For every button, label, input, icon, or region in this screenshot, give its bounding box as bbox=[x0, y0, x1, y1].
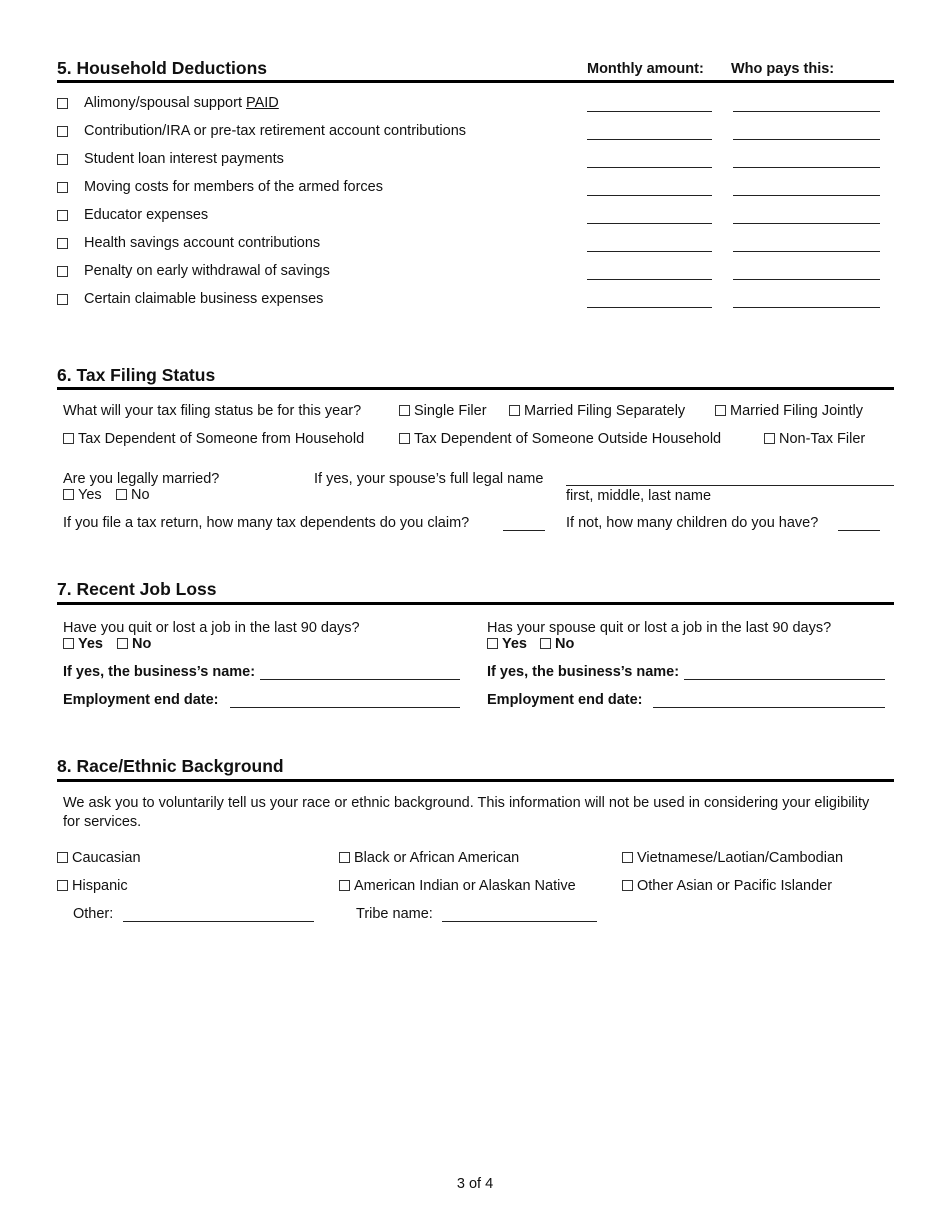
monthly-amount-field[interactable] bbox=[587, 279, 712, 280]
page-number: 3 of 4 bbox=[456, 1176, 494, 1192]
deduction-label: Moving costs for members of the armed forces bbox=[84, 179, 383, 195]
spouse-yes-option[interactable]: Yes bbox=[487, 636, 527, 652]
option-hispanic[interactable]: Hispanic bbox=[57, 878, 128, 894]
who-pays-field[interactable] bbox=[733, 307, 880, 308]
dependents-count-field[interactable] bbox=[503, 530, 545, 531]
you-business-field[interactable] bbox=[260, 679, 460, 680]
race-rule bbox=[57, 779, 894, 782]
who-pays-header: Who pays this: bbox=[731, 61, 835, 77]
american-indian-checkbox[interactable] bbox=[339, 880, 350, 891]
who-pays-field[interactable] bbox=[733, 139, 880, 140]
married-jointly-checkbox[interactable] bbox=[715, 405, 726, 416]
married-yes-option[interactable]: Yes bbox=[63, 487, 102, 503]
you-no-option[interactable]: No bbox=[117, 636, 151, 652]
deduction-checkbox[interactable] bbox=[57, 182, 68, 193]
deduction-checkbox[interactable] bbox=[57, 98, 68, 109]
deduction-label: Penalty on early withdrawal of savings bbox=[84, 263, 330, 279]
spouse-business-label: If yes, the business’s name: bbox=[487, 664, 680, 680]
spouse-no-option[interactable]: No bbox=[540, 636, 574, 652]
deduction-label: Certain claimable business expenses bbox=[84, 291, 324, 307]
who-pays-field[interactable] bbox=[733, 223, 880, 224]
tax-title: 6. Tax Filing Status bbox=[57, 365, 216, 385]
you-no-checkbox[interactable] bbox=[117, 638, 128, 649]
single-filer-checkbox[interactable] bbox=[399, 405, 410, 416]
household-title: 5. Household Deductions bbox=[57, 58, 268, 78]
spouse-job-loss-question: Has your spouse quit or lost a job in the last 90 days? bbox=[487, 620, 832, 636]
spouse-yes-checkbox[interactable] bbox=[487, 638, 498, 649]
other-asian-checkbox[interactable] bbox=[622, 880, 633, 891]
children-count-field[interactable] bbox=[838, 530, 880, 531]
you-yes-option[interactable]: Yes bbox=[63, 636, 103, 652]
spouse-name-field[interactable] bbox=[566, 485, 894, 486]
household-rule bbox=[57, 80, 894, 83]
monthly-amount-field[interactable] bbox=[587, 223, 712, 224]
job-rule bbox=[57, 602, 894, 605]
who-pays-field[interactable] bbox=[733, 279, 880, 280]
deduction-label: Educator expenses bbox=[84, 207, 209, 223]
option-black[interactable]: Black or African American bbox=[339, 850, 519, 866]
option-married-separately[interactable]: Married Filing Separately bbox=[509, 403, 685, 419]
monthly-amount-field[interactable] bbox=[587, 139, 712, 140]
option-vietnamese[interactable]: Vietnamese/Laotian/Cambodian bbox=[622, 850, 843, 866]
dependent-outside-checkbox[interactable] bbox=[399, 433, 410, 444]
option-caucasian[interactable]: Caucasian bbox=[57, 850, 141, 866]
other-label: Other: bbox=[73, 906, 114, 922]
you-job-loss-question: Have you quit or lost a job in the last 90 days? bbox=[63, 620, 360, 636]
monthly-amount-field[interactable] bbox=[587, 111, 712, 112]
monthly-amount-field[interactable] bbox=[587, 195, 712, 196]
option-other-asian[interactable]: Other Asian or Pacific Islander bbox=[622, 878, 832, 894]
hispanic-checkbox[interactable] bbox=[57, 880, 68, 891]
dependents-question: If you file a tax return, how many tax dependents do you claim? bbox=[63, 515, 470, 531]
tax-rule bbox=[57, 387, 894, 390]
black-checkbox[interactable] bbox=[339, 852, 350, 863]
monthly-amount-header: Monthly amount: bbox=[587, 61, 704, 77]
you-end-date-label: Employment end date: bbox=[63, 692, 219, 708]
option-single-filer[interactable]: Single Filer bbox=[399, 403, 487, 419]
spouse-end-date-field[interactable] bbox=[653, 707, 885, 708]
tribe-label: Tribe name: bbox=[356, 906, 433, 922]
tribe-field[interactable] bbox=[442, 921, 597, 922]
deduction-checkbox[interactable] bbox=[57, 126, 68, 137]
vietnamese-checkbox[interactable] bbox=[622, 852, 633, 863]
deduction-label: Student loan interest payments bbox=[84, 151, 284, 167]
dependent-household-checkbox[interactable] bbox=[63, 433, 74, 444]
who-pays-field[interactable] bbox=[733, 195, 880, 196]
spouse-name-label: If yes, your spouse’s full legal name bbox=[314, 471, 544, 487]
other-field[interactable] bbox=[123, 921, 314, 922]
spouse-no-checkbox[interactable] bbox=[540, 638, 551, 649]
married-no-option[interactable]: No bbox=[116, 487, 150, 503]
deduction-checkbox[interactable] bbox=[57, 154, 68, 165]
deduction-label: Contribution/IRA or pre-tax retirement account contributions bbox=[84, 123, 467, 139]
option-non-tax-filer[interactable]: Non-Tax Filer bbox=[764, 431, 865, 447]
monthly-amount-field[interactable] bbox=[587, 167, 712, 168]
race-intro: We ask you to voluntarily tell us your race or ethnic background. This information will not be used in considering your eligibility for services. bbox=[63, 795, 870, 830]
spouse-end-date-label: Employment end date: bbox=[487, 692, 643, 708]
deduction-label: Health savings account contributions bbox=[84, 235, 321, 251]
option-married-jointly[interactable]: Married Filing Jointly bbox=[715, 403, 863, 419]
deduction-label: Alimony/spousal support PAID bbox=[84, 95, 279, 111]
caucasian-checkbox[interactable] bbox=[57, 852, 68, 863]
you-business-label: If yes, the business’s name: bbox=[63, 664, 256, 680]
job-title: 7. Recent Job Loss bbox=[57, 579, 217, 599]
married-question: Are you legally married? bbox=[63, 471, 220, 487]
deduction-checkbox[interactable] bbox=[57, 238, 68, 249]
monthly-amount-field[interactable] bbox=[587, 251, 712, 252]
who-pays-field[interactable] bbox=[733, 251, 880, 252]
tax-status-question: What will your tax filing status be for this year? bbox=[63, 403, 362, 419]
option-american-indian[interactable]: American Indian or Alaskan Native bbox=[339, 878, 576, 894]
children-question: If not, how many children do you have? bbox=[566, 515, 819, 531]
option-dependent-outside[interactable]: Tax Dependent of Someone Outside Household bbox=[399, 431, 721, 447]
spouse-business-field[interactable] bbox=[684, 679, 885, 680]
you-end-date-field[interactable] bbox=[230, 707, 460, 708]
married-no-checkbox[interactable] bbox=[116, 489, 127, 500]
deduction-checkbox[interactable] bbox=[57, 210, 68, 221]
spouse-name-hint: first, middle, last name bbox=[566, 488, 712, 504]
you-yes-checkbox[interactable] bbox=[63, 638, 74, 649]
race-title: 8. Race/Ethnic Background bbox=[57, 756, 284, 776]
monthly-amount-field[interactable] bbox=[587, 307, 712, 308]
deduction-checkbox[interactable] bbox=[57, 294, 68, 305]
option-dependent-household[interactable]: Tax Dependent of Someone from Household bbox=[63, 431, 364, 447]
married-yes-checkbox[interactable] bbox=[63, 489, 74, 500]
non-tax-filer-checkbox[interactable] bbox=[764, 433, 775, 444]
married-separately-checkbox[interactable] bbox=[509, 405, 520, 416]
deduction-checkbox[interactable] bbox=[57, 266, 68, 277]
who-pays-field[interactable] bbox=[733, 111, 880, 112]
who-pays-field[interactable] bbox=[733, 167, 880, 168]
